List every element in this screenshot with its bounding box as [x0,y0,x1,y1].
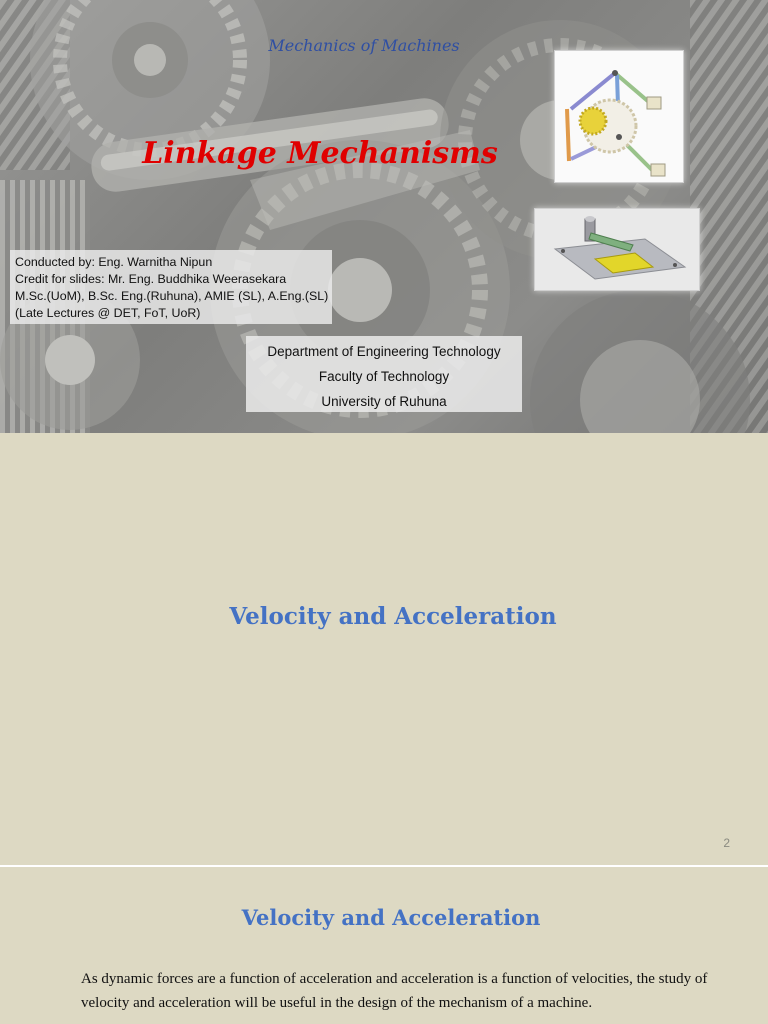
credits-line: M.Sc.(UoM), B.Sc. Eng.(Ruhuna), AMIE (SL), A.Eng.(SL) [15,289,329,303]
content-paragraph: As dynamic forces are a function of acceleration and acceleration is a function of velocities, the study of velocity and acceleration will be useful in the design of the mechanism of a machine. [81,971,708,1011]
credits-box [10,250,332,324]
department-box [246,336,522,412]
credits-line: Conducted by: Eng. Warnitha Nipun [15,255,213,269]
linkage-mechanism-illustration [555,51,683,182]
title-slide [0,0,768,433]
credits-line: (Late Lectures @ DET, FoT, UoR) [15,306,201,320]
slide-page-number: 2 [723,836,730,850]
content-slide-title: Velocity and Acceleration [241,905,541,930]
credits-line: Credit for slides: Mr. Eng. Buddhika Weerasekara [15,272,287,286]
course-subtitle: Mechanics of Machines [268,36,460,55]
slide-title: Linkage Mechanisms [142,136,498,171]
department-name: Department of Engineering Technology [267,344,501,359]
slider-mechanism-illustration [535,209,699,290]
faculty-name: Faculty of Technology [318,369,450,384]
slider-mechanism-image [534,208,700,291]
university-name: University of Ruhuna [321,394,447,409]
section-slide [0,433,768,865]
section-title: Velocity and Acceleration [229,603,557,630]
content-slide [0,867,768,1024]
linkage-mechanism-image [554,50,684,183]
